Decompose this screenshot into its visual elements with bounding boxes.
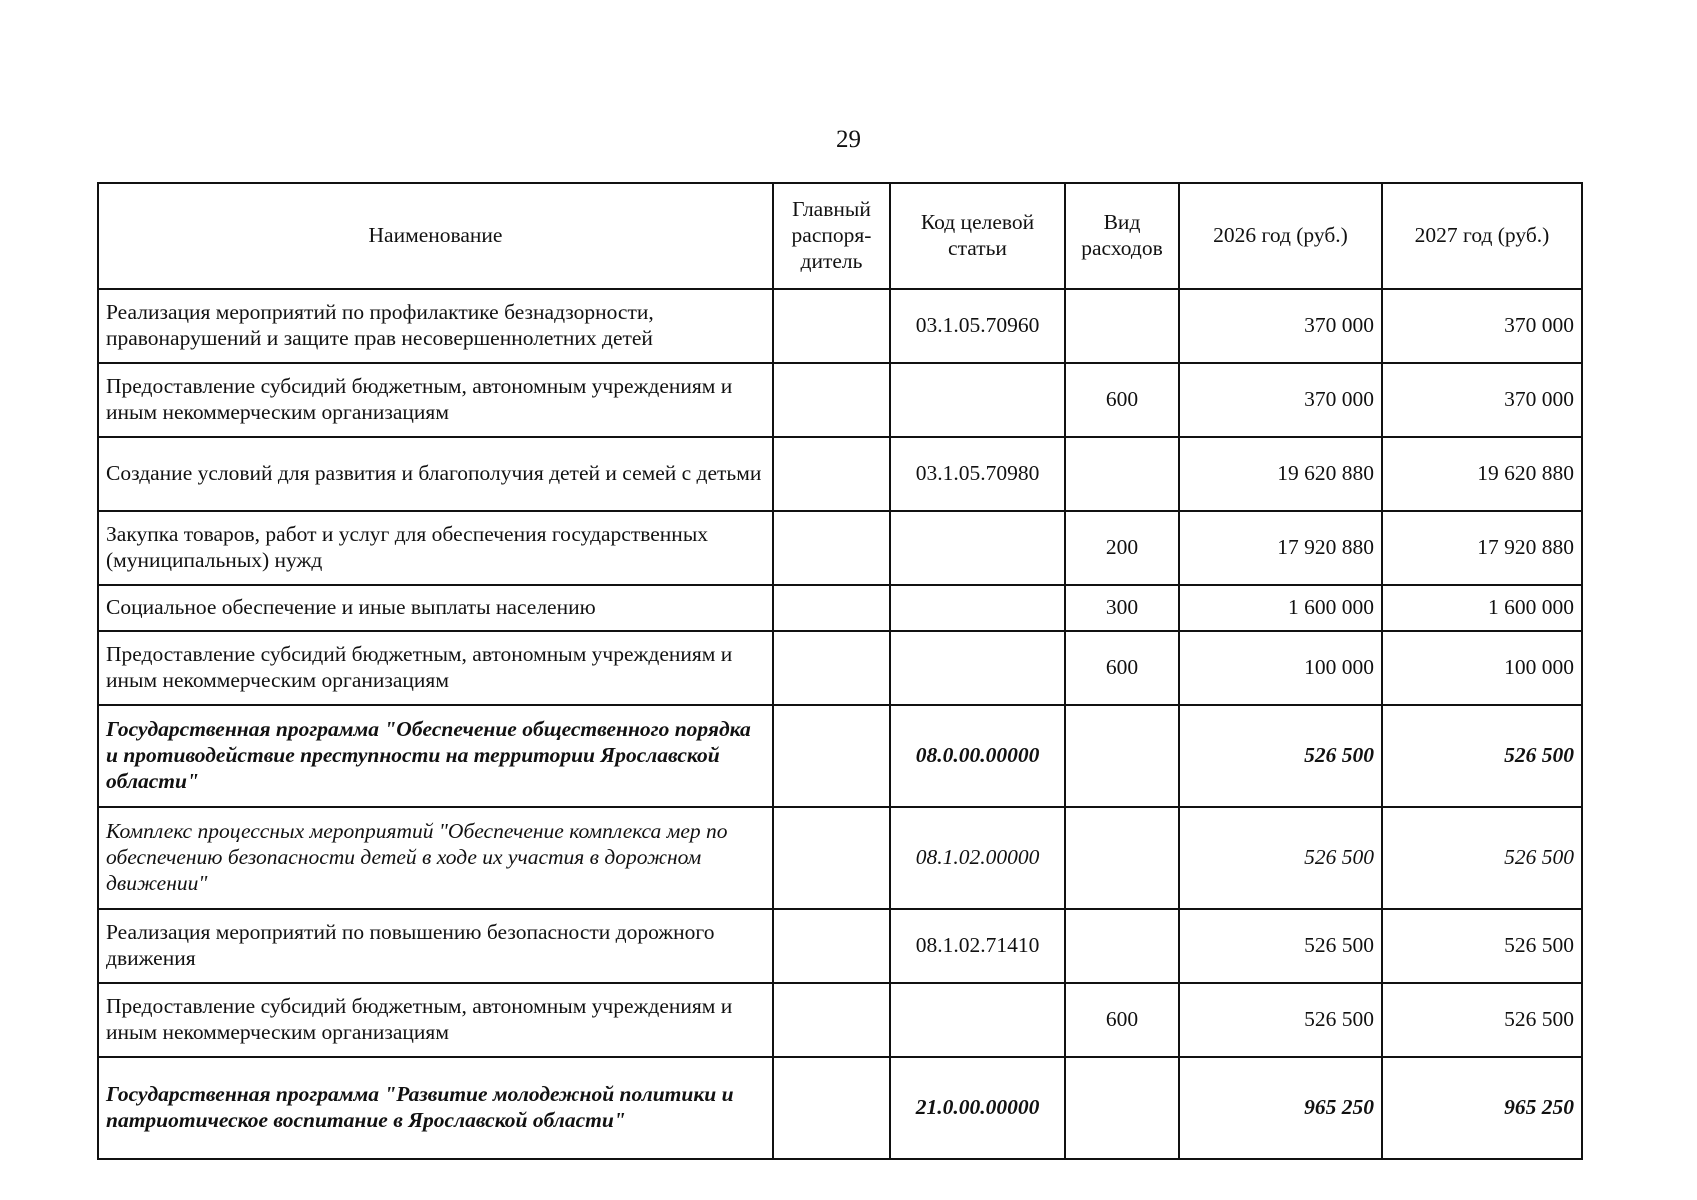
cell-manager — [773, 807, 890, 909]
table-row — [98, 363, 1582, 437]
cell-code — [890, 511, 1065, 585]
cell-manager — [773, 705, 890, 807]
cell-2026: 1 600 000 — [1179, 585, 1382, 631]
cell-manager — [773, 437, 890, 511]
header-2026: 2026 год (руб.) — [1179, 183, 1382, 289]
cell-kind: 600 — [1065, 631, 1179, 705]
cell-manager — [773, 909, 890, 983]
cell-2026: 526 500 — [1179, 909, 1382, 983]
cell-code: 08.1.02.00000 — [890, 807, 1065, 909]
cell-kind: 200 — [1065, 511, 1179, 585]
cell-kind: 300 — [1065, 585, 1179, 631]
cell-name: Предоставление субсидий бюджетным, автономным учреждениям и иным некоммерческим организациям — [98, 631, 773, 705]
cell-name: Реализация мероприятий по профилактике безнадзорности, правонарушений и защите прав несовершеннолетних детей — [98, 289, 773, 363]
cell-kind — [1065, 289, 1179, 363]
cell-kind: 600 — [1065, 363, 1179, 437]
table-row — [98, 705, 1582, 807]
cell-2027: 965 250 — [1382, 1057, 1582, 1159]
cell-code: 21.0.00.00000 — [890, 1057, 1065, 1159]
cell-2026: 370 000 — [1179, 289, 1382, 363]
cell-code — [890, 631, 1065, 705]
cell-2027: 1 600 000 — [1382, 585, 1582, 631]
cell-name: Государственная программа "Развитие молодежной политики и патриотическое воспитание в Ярославской области" — [98, 1057, 773, 1159]
cell-name: Предоставление субсидий бюджетным, автономным учреждениям и иным некоммерческим организациям — [98, 983, 773, 1057]
cell-manager — [773, 511, 890, 585]
cell-2026: 370 000 — [1179, 363, 1382, 437]
header-code: Код целевой статьи — [890, 183, 1065, 289]
cell-kind — [1065, 909, 1179, 983]
table-row — [98, 1057, 1582, 1159]
cell-2026: 965 250 — [1179, 1057, 1382, 1159]
cell-manager — [773, 363, 890, 437]
cell-2027: 526 500 — [1382, 807, 1582, 909]
header-manager: Главный распоря-дитель — [773, 183, 890, 289]
table-row — [98, 983, 1582, 1057]
header-name: Наименование — [98, 183, 773, 289]
cell-2026: 17 920 880 — [1179, 511, 1382, 585]
cell-code — [890, 363, 1065, 437]
cell-manager — [773, 983, 890, 1057]
header-2027: 2027 год (руб.) — [1382, 183, 1582, 289]
cell-code: 03.1.05.70980 — [890, 437, 1065, 511]
cell-code: 03.1.05.70960 — [890, 289, 1065, 363]
table-row — [98, 511, 1582, 585]
cell-2027: 17 920 880 — [1382, 511, 1582, 585]
cell-2027: 526 500 — [1382, 705, 1582, 807]
cell-kind — [1065, 437, 1179, 511]
cell-code: 08.0.00.00000 — [890, 705, 1065, 807]
cell-kind: 600 — [1065, 983, 1179, 1057]
cell-2026: 526 500 — [1179, 705, 1382, 807]
cell-manager — [773, 585, 890, 631]
page-number: 29 — [836, 126, 861, 153]
cell-2026: 526 500 — [1179, 983, 1382, 1057]
table-row — [98, 437, 1582, 511]
cell-kind — [1065, 1057, 1179, 1159]
cell-manager — [773, 631, 890, 705]
cell-2027: 370 000 — [1382, 363, 1582, 437]
cell-name: Создание условий для развития и благополучия детей и семей с детьми — [98, 437, 773, 511]
table-row — [98, 909, 1582, 983]
cell-2026: 100 000 — [1179, 631, 1382, 705]
table-header-row — [98, 183, 1582, 289]
cell-manager — [773, 289, 890, 363]
cell-name: Государственная программа "Обеспечение общественного порядка и противодействие преступности на территории Ярославской области" — [98, 705, 773, 807]
cell-code — [890, 983, 1065, 1057]
cell-name: Социальное обеспечение и иные выплаты населению — [98, 585, 773, 631]
table-row — [98, 631, 1582, 705]
cell-2026: 526 500 — [1179, 807, 1382, 909]
cell-manager — [773, 1057, 890, 1159]
table-row — [98, 585, 1582, 631]
cell-code: 08.1.02.71410 — [890, 909, 1065, 983]
budget-table — [97, 182, 1583, 1160]
cell-2026: 19 620 880 — [1179, 437, 1382, 511]
cell-2027: 100 000 — [1382, 631, 1582, 705]
cell-2027: 19 620 880 — [1382, 437, 1582, 511]
table-row — [98, 807, 1582, 909]
table-row — [98, 289, 1582, 363]
cell-name: Комплекс процессных мероприятий "Обеспечение комплекса мер по обеспечению безопасности детей в ходе их участия в дорожном движении" — [98, 807, 773, 909]
cell-name: Закупка товаров, работ и услуг для обеспечения государственных (муниципальных) нужд — [98, 511, 773, 585]
cell-name: Реализация мероприятий по повышению безопасности дорожного движения — [98, 909, 773, 983]
cell-code — [890, 585, 1065, 631]
cell-2027: 526 500 — [1382, 909, 1582, 983]
cell-2027: 526 500 — [1382, 983, 1582, 1057]
cell-name: Предоставление субсидий бюджетным, автономным учреждениям и иным некоммерческим организациям — [98, 363, 773, 437]
header-kind: Вид расходов — [1065, 183, 1179, 289]
cell-kind — [1065, 705, 1179, 807]
cell-kind — [1065, 807, 1179, 909]
cell-2027: 370 000 — [1382, 289, 1582, 363]
